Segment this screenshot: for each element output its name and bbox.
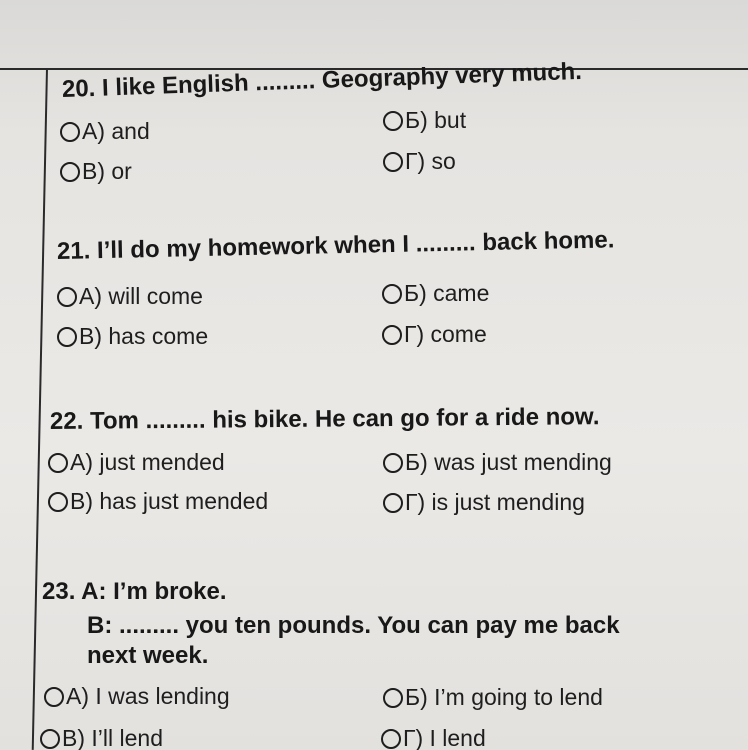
option-23-b-cyr[interactable] (383, 684, 603, 711)
radio-circle-icon[interactable] (383, 453, 403, 473)
radio-circle-icon[interactable] (382, 325, 402, 345)
option-label: A) will come (79, 283, 203, 309)
option-label: Б) but (405, 107, 467, 133)
radio-circle-icon[interactable] (383, 688, 403, 708)
option-label: Г) come (404, 321, 487, 347)
option-label: Г) is just mending (405, 489, 585, 515)
option-20-v[interactable] (60, 158, 132, 185)
option-label: B) has come (79, 323, 209, 349)
option-label: Б) I’m going to lend (405, 684, 603, 710)
radio-circle-icon[interactable] (382, 284, 402, 304)
option-label: B) I’ll lend (62, 725, 163, 750)
option-21-v[interactable] (57, 323, 208, 350)
question-23-text: 23. A: I’m broke. (42, 578, 227, 605)
question-21-text: 21. I’ll do my homework when I ......... back home. (56, 226, 615, 265)
option-22-b-cyr[interactable] (383, 449, 612, 476)
radio-circle-icon[interactable] (383, 111, 403, 131)
option-22-g[interactable] (383, 489, 585, 516)
option-22-v[interactable] (48, 488, 268, 515)
option-label: Г) I lend (403, 725, 486, 750)
option-label: B) or (82, 158, 132, 184)
option-20-a[interactable] (60, 118, 150, 145)
question-23-line-2: B: ......... you ten pounds. You can pay me back (87, 612, 620, 639)
option-label: Г) so (405, 148, 456, 174)
option-label: A) and (82, 118, 150, 144)
radio-circle-icon[interactable] (60, 122, 80, 142)
radio-circle-icon[interactable] (383, 152, 403, 172)
option-label: A) just mended (70, 449, 225, 475)
option-20-g[interactable] (383, 148, 456, 175)
option-22-a[interactable] (48, 449, 225, 476)
question-23-line-3: next week. (87, 642, 209, 669)
radio-circle-icon[interactable] (383, 493, 403, 513)
radio-circle-icon[interactable] (48, 453, 68, 473)
radio-circle-icon[interactable] (381, 729, 401, 749)
option-23-g[interactable] (381, 725, 486, 750)
option-23-v[interactable] (40, 725, 163, 750)
radio-circle-icon[interactable] (57, 327, 77, 347)
option-21-b-cyr[interactable] (382, 280, 489, 307)
option-21-a[interactable] (57, 283, 203, 310)
option-23-a[interactable] (44, 683, 230, 710)
question-22-text: 22. Tom ......... his bike. He can go for a ride now. (49, 403, 600, 435)
question-20-text: 20. I like English ......... Geography very much. (61, 57, 583, 103)
margin-rule (32, 68, 48, 750)
option-label: B) has just mended (70, 488, 269, 514)
option-21-g[interactable] (382, 321, 487, 348)
option-label: Б) came (404, 280, 490, 306)
radio-circle-icon[interactable] (60, 162, 80, 182)
radio-circle-icon[interactable] (48, 492, 68, 512)
option-label: Б) was just mending (405, 449, 612, 475)
radio-circle-icon[interactable] (44, 687, 64, 707)
option-20-b-cyr[interactable] (383, 107, 466, 134)
radio-circle-icon[interactable] (57, 287, 77, 307)
radio-circle-icon[interactable] (40, 729, 60, 749)
option-label: A) I was lending (66, 683, 230, 709)
